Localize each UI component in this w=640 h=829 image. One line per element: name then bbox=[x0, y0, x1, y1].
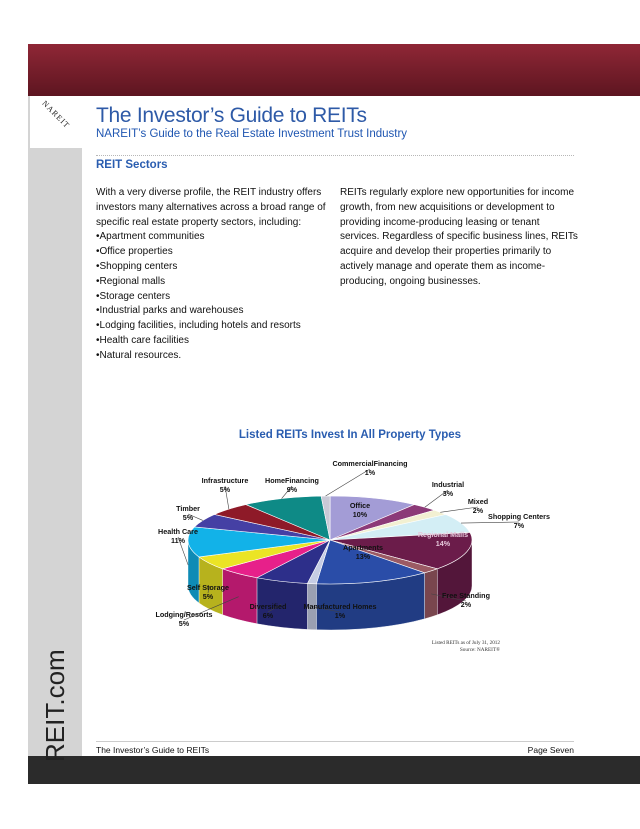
logo-text: NAREIT bbox=[40, 98, 72, 131]
intro-paragraph: With a very diverse profile, the REIT industry offers investors many alternatives across a broad range of specific real estate property sectors, including: bbox=[96, 187, 326, 228]
slice-label: Apartments bbox=[343, 543, 383, 552]
slice-value-label: 5% bbox=[219, 485, 231, 494]
chart-source bbox=[370, 640, 500, 653]
list-item: • Industrial parks and warehouses bbox=[96, 304, 336, 319]
list-item: • Health care facilities bbox=[96, 334, 336, 349]
list-item: • Apartment communities bbox=[96, 230, 336, 245]
slice-label: Industrial bbox=[431, 480, 465, 489]
slice-value-label: 5% bbox=[182, 513, 194, 522]
slice-value-label: 9% bbox=[286, 485, 298, 494]
slice-value-label: 5% bbox=[202, 592, 214, 601]
footer-title: The Investor’s Guide to REITs bbox=[96, 745, 210, 755]
slice-value-label: 2% bbox=[460, 600, 472, 609]
slice-label: Infrastructure bbox=[201, 476, 249, 485]
slice-label: HomeFinancing bbox=[265, 476, 319, 485]
list-item: • Lodging facilities, including hotels and resorts bbox=[96, 319, 336, 334]
slice-label: CommercialFinancing bbox=[332, 459, 408, 468]
slice-value-label: 5% bbox=[178, 619, 190, 628]
slice-value-label: 13% bbox=[355, 552, 371, 561]
slice-value-label: 6% bbox=[262, 611, 274, 620]
leader-line bbox=[461, 522, 519, 523]
slice-label: Free Standing bbox=[442, 591, 490, 600]
slice-value-label: 11% bbox=[171, 536, 185, 545]
slice-value-label: 3% bbox=[442, 489, 454, 498]
slice-label: Self Storage bbox=[187, 583, 229, 592]
footer-divider bbox=[96, 741, 574, 742]
slice-value-label: 7% bbox=[513, 521, 525, 530]
right-paragraph: REITs regularly explore new opportunities for income growth, from new acquisitions or development to providing income-producing leasing or tenant services. Regardless of specific business lines, REITs acquire and develop their properties primarily to actively manage and operate them as income-producing, ongoing businesses. bbox=[340, 187, 578, 287]
slice-label: Manufactured Homes bbox=[303, 602, 377, 611]
slice-label: Mixed bbox=[467, 497, 489, 506]
slice-label: Diversified bbox=[249, 602, 287, 611]
slice-label: Lodging/Resorts bbox=[155, 610, 213, 619]
source-date: Listed REITs as of July 31, 2012 bbox=[431, 640, 500, 646]
list-item: • Storage centers bbox=[96, 290, 336, 305]
list-item: • Office properties bbox=[96, 245, 336, 260]
pie-side-free-standing bbox=[425, 569, 438, 619]
list-item: • Shopping centers bbox=[96, 260, 336, 275]
slice-value-label: 1% bbox=[334, 611, 346, 620]
page-title: The Investor’s Guide to REITs bbox=[96, 104, 367, 127]
slice-label: Regional Malls bbox=[417, 530, 469, 539]
slice-value-label: 2% bbox=[472, 506, 484, 515]
slice-label: Health Care bbox=[158, 527, 198, 536]
chart-title: Listed REITs Invest In All Property Types bbox=[238, 429, 462, 441]
slice-value-label: 1% bbox=[364, 468, 376, 477]
site-name-vertical: REIT.com bbox=[40, 649, 70, 762]
slice-label: Timber bbox=[176, 504, 200, 513]
source-credit: Source: NAREIT® bbox=[459, 646, 500, 653]
leader-line bbox=[326, 469, 370, 496]
slice-value-label: 14% bbox=[435, 539, 451, 548]
slice-label: Office bbox=[349, 501, 371, 510]
section-heading: REIT Sectors bbox=[96, 159, 168, 171]
list-item: • Natural resources. bbox=[96, 349, 336, 364]
list-item: • Regional malls bbox=[96, 275, 336, 290]
page-subtitle: NAREIT’s Guide to the Real Estate Investment Trust Industry bbox=[96, 128, 408, 140]
slice-value-label: 10% bbox=[352, 510, 368, 519]
slice-label: Shopping Centers bbox=[488, 512, 550, 521]
page-number: Page Seven bbox=[527, 745, 574, 755]
